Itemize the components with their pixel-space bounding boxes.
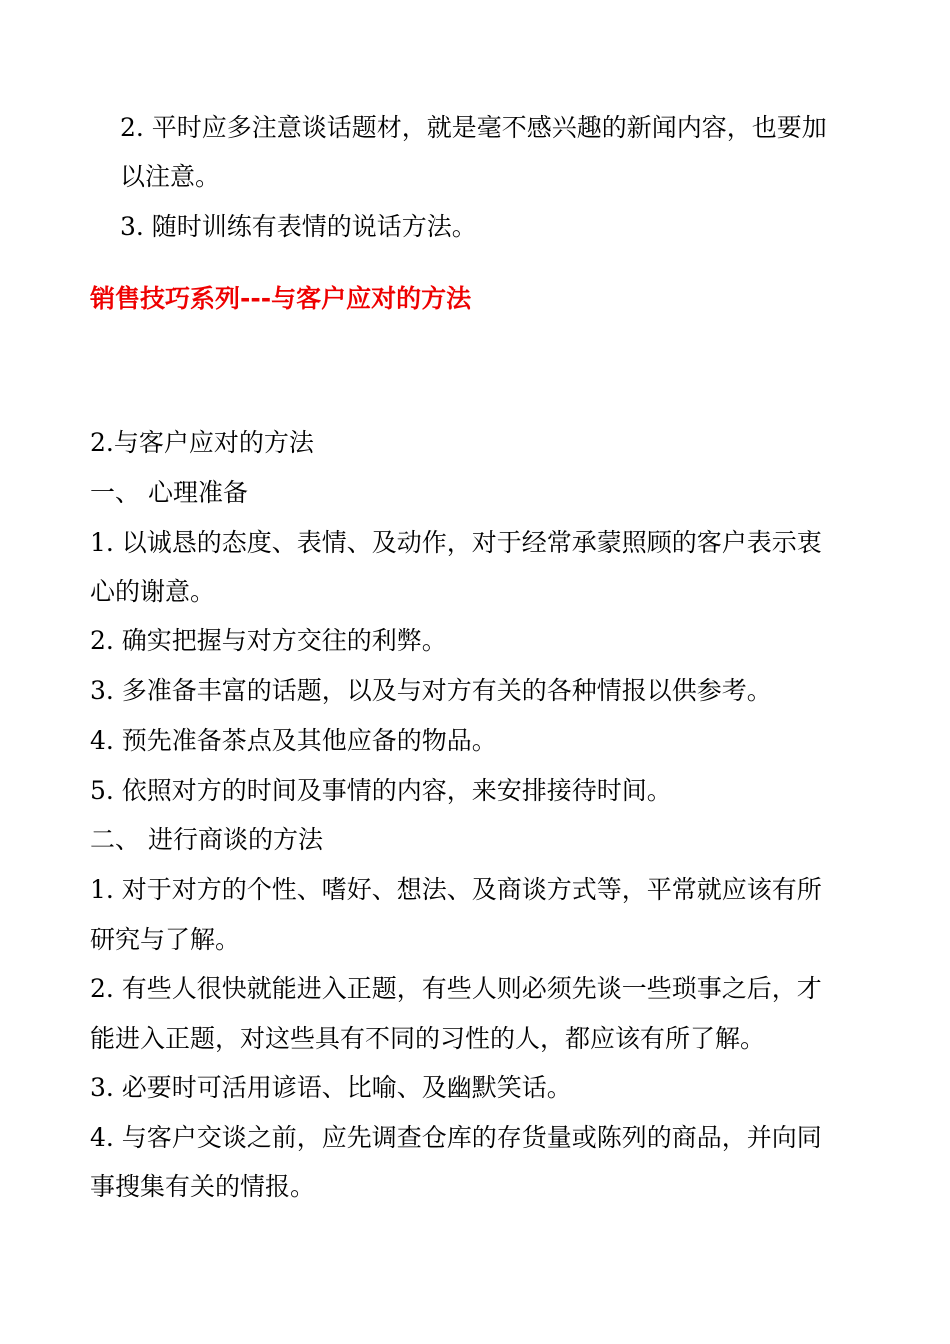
part1-item: 4. 预先准备茶点及其他应备的物品。: [90, 726, 497, 755]
part2-item: 能进入正题，对这些具有不同的习性的人，都应该有所了解。: [90, 1024, 766, 1053]
part1-item: 5. 依照对方的时间及事情的内容，来安排接待时间。: [90, 776, 672, 805]
part2-title: 二、 进行商谈的方法: [90, 825, 323, 854]
part2-item: 研究与了解。: [90, 925, 241, 954]
intro-item-2-continued: 以注意。: [120, 162, 221, 191]
part1-item: 1. 以诚恳的态度、表情、及动作，对于经常承蒙照顾的客户表示衷: [90, 528, 822, 557]
part2-item: 事搜集有关的情报。: [90, 1172, 316, 1201]
part1-item: 心的谢意。: [90, 577, 216, 606]
part2-item: 3. 必要时可活用谚语、比喻、及幽默笑话。: [90, 1073, 572, 1102]
part1-item: 2. 确实把握与对方交往的利弊。: [90, 626, 447, 655]
part1-item: 3. 多准备丰富的话题，以及与对方有关的各种情报以供参考。: [90, 676, 772, 705]
document-subtitle: 2.与客户应对的方法: [90, 428, 314, 457]
part1-title: 一、 心理准备: [90, 478, 248, 507]
intro-item-3: 3. 随时训练有表情的说话方法。: [120, 212, 477, 241]
part2-item: 2. 有些人很快就能进入正题，有些人则必须先谈一些琐事之后，才: [90, 974, 822, 1003]
part2-item: 4. 与客户交谈之前，应先调查仓库的存货量或陈列的商品，并向同: [90, 1123, 822, 1152]
part2-item: 1. 对于对方的个性、嗜好、想法、及商谈方式等，平常就应该有所: [90, 875, 822, 904]
section-heading: 销售技巧系列---与客户应对的方法: [90, 284, 472, 313]
intro-item-2: 2. 平时应多注意谈话题材，就是毫不感兴趣的新闻内容，也要加: [120, 113, 827, 142]
